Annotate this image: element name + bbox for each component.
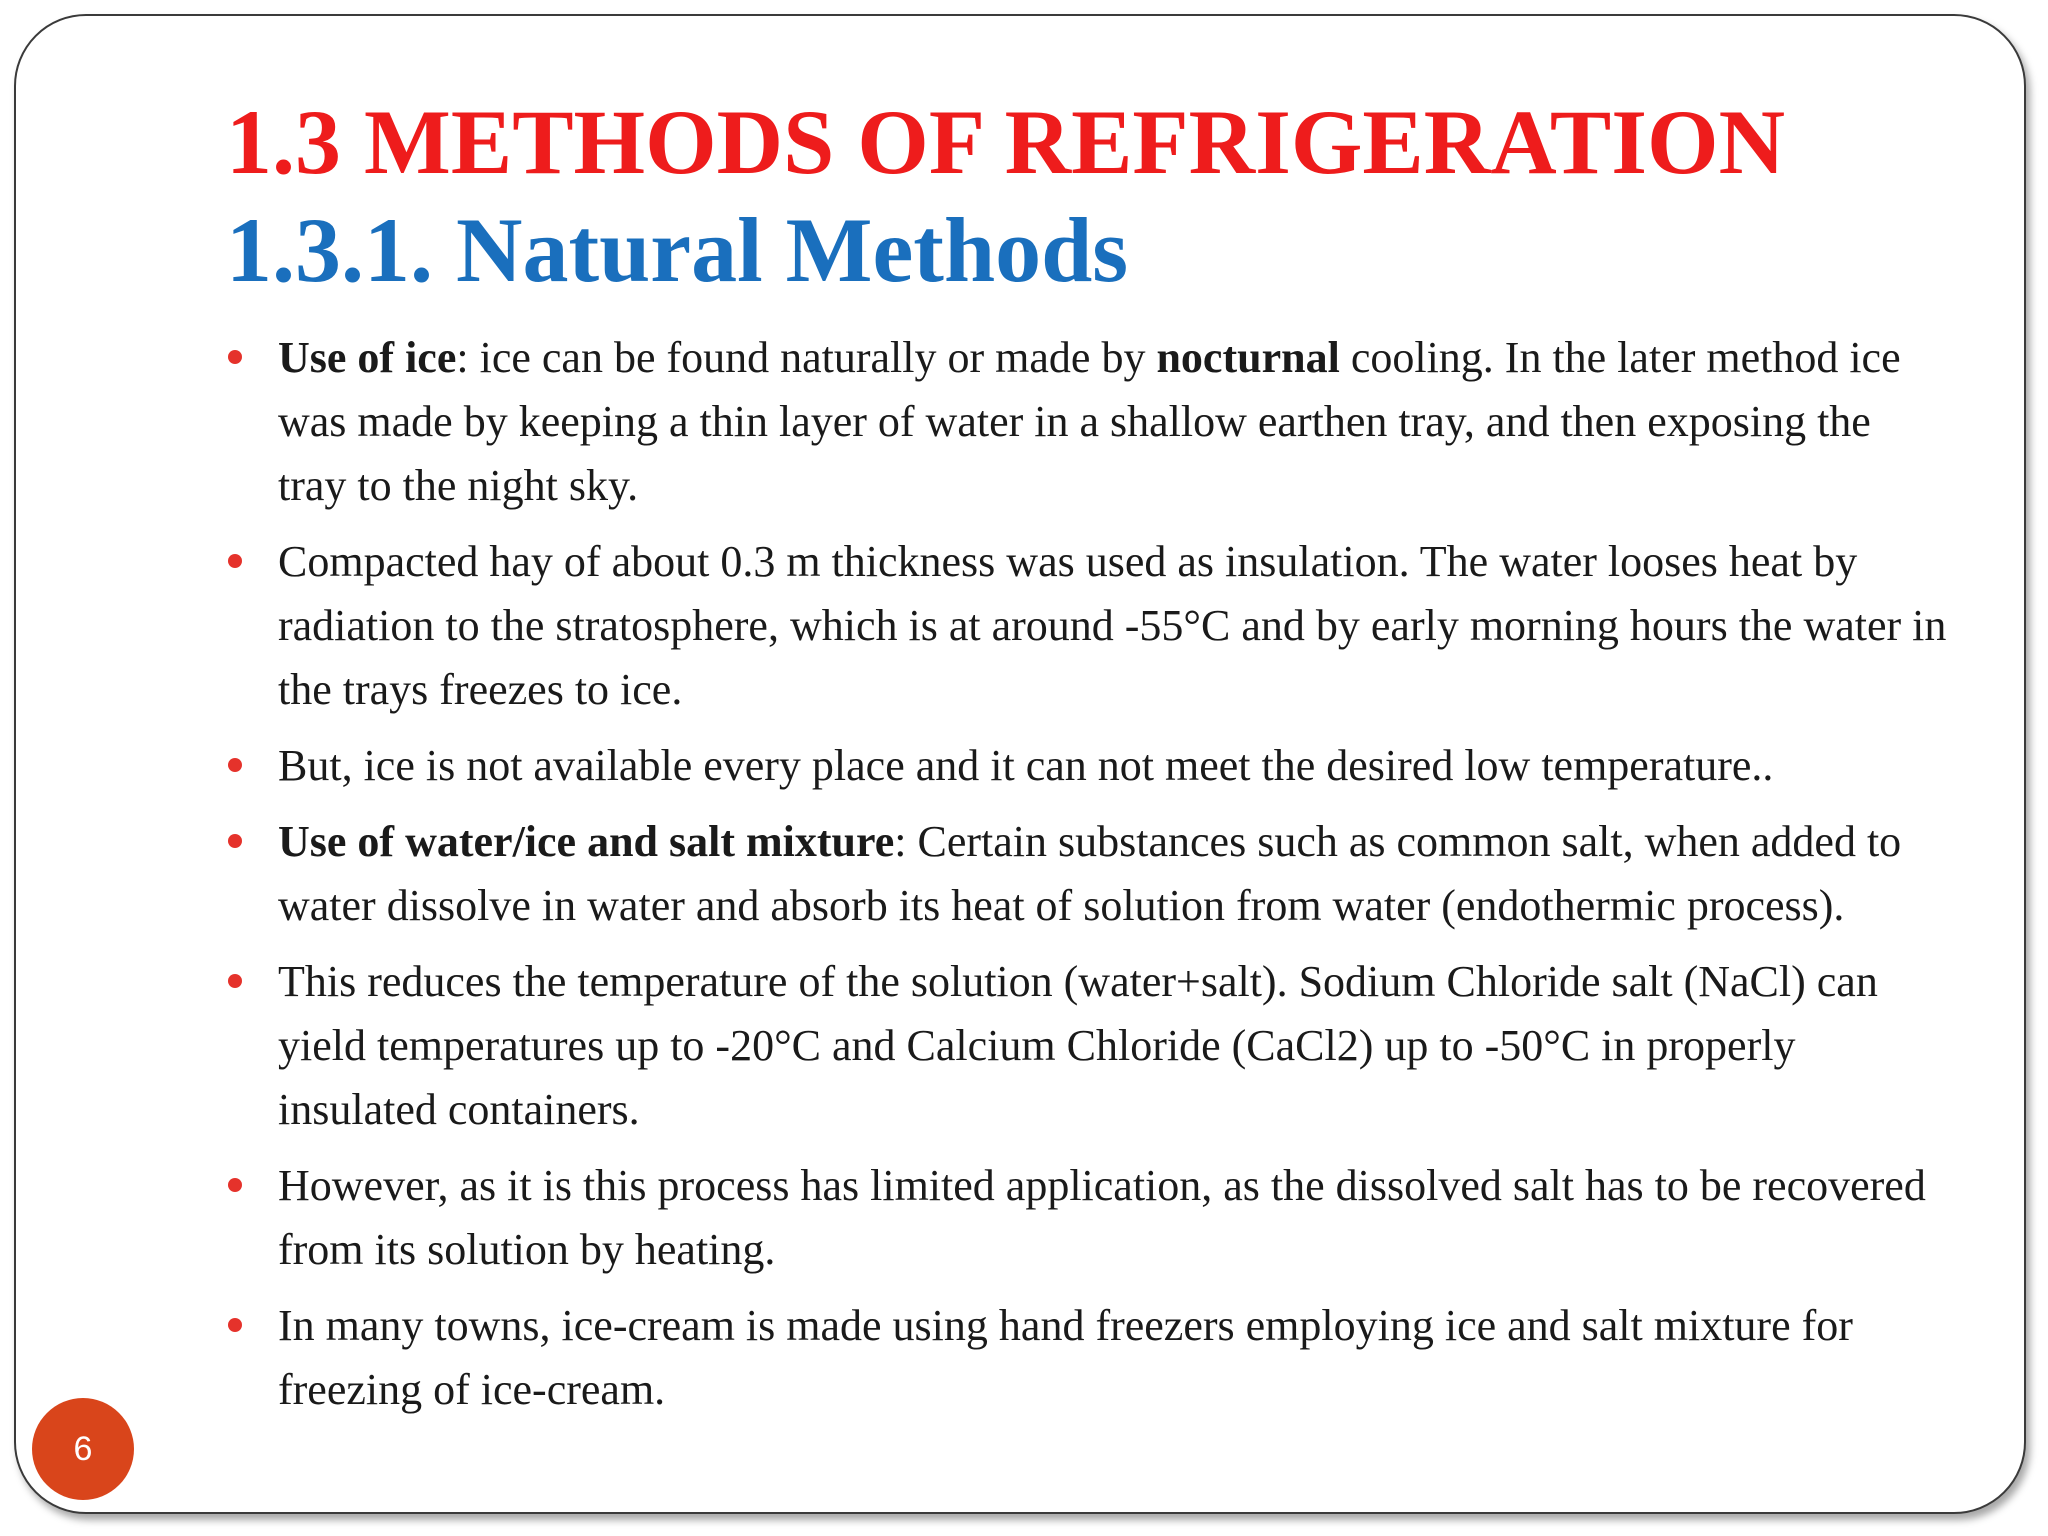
- bullet-text: Compacted hay of about 0.3 m thickness was used as insulation. The water looses heat by radiation to the stratosphere, which is at around -55°C and by early morning hours the water in the trays freezes to ice.: [278, 537, 1947, 714]
- bullet-heading: Use of water/ice and salt mixture: [278, 817, 895, 866]
- bullet-dot-icon: [228, 834, 242, 848]
- bullet-item: [228, 1154, 1948, 1282]
- bullet-dot-icon: [228, 1178, 242, 1192]
- bullet-dot-icon: [228, 1318, 242, 1332]
- bullet-dot-icon: [228, 350, 242, 364]
- bullet-item: [228, 810, 1948, 938]
- slide-title: 1.3 METHODS OF REFRIGERATION: [226, 91, 1786, 193]
- bullet-list: [228, 326, 1948, 1434]
- slide-subtitle: 1.3.1. Natural Methods: [226, 199, 1129, 301]
- bullet-dot-icon: [228, 758, 242, 772]
- bullet-dot-icon: [228, 974, 242, 988]
- bullet-dot-icon: [228, 554, 242, 568]
- bullet-emphasis: nocturnal: [1156, 333, 1340, 382]
- bullet-item: [228, 1294, 1948, 1422]
- bullet-text: cooling. In the later method ice was made by keeping a thin layer of water in a shallow earthen tray, and then exposing the tray to the night sky.: [278, 333, 1901, 510]
- bullet-item: [228, 734, 1948, 798]
- bullet-heading: Use of ice: [278, 333, 457, 382]
- bullet-item: [228, 326, 1948, 518]
- bullet-text: : Certain substances such as common salt, when added to water dissolve in water and absorb its heat of solution from water (endothermic process).: [278, 817, 1902, 930]
- bullet-text: However, as it is this process has limited application, as the dissolved salt has to be recovered from its solution by heating.: [278, 1161, 1926, 1274]
- page-number-badge: 6: [32, 1398, 134, 1500]
- bullet-text: In many towns, ice-cream is made using hand freezers employing ice and salt mixture for freezing of ice-cream.: [278, 1301, 1853, 1414]
- bullet-text: : ice can be found naturally or made by: [456, 333, 1157, 382]
- bullet-item: [228, 950, 1948, 1142]
- bullet-text: This reduces the temperature of the solution (water+salt). Sodium Chloride salt (NaCl) can yield temperatures up to -20°C and Calcium Chloride (CaCl2) up to -50°C in properly insulated containers.: [278, 957, 1878, 1134]
- bullet-item: [228, 530, 1948, 722]
- bullet-text: But, ice is not available every place and it can not meet the desired low temperature..: [278, 741, 1774, 790]
